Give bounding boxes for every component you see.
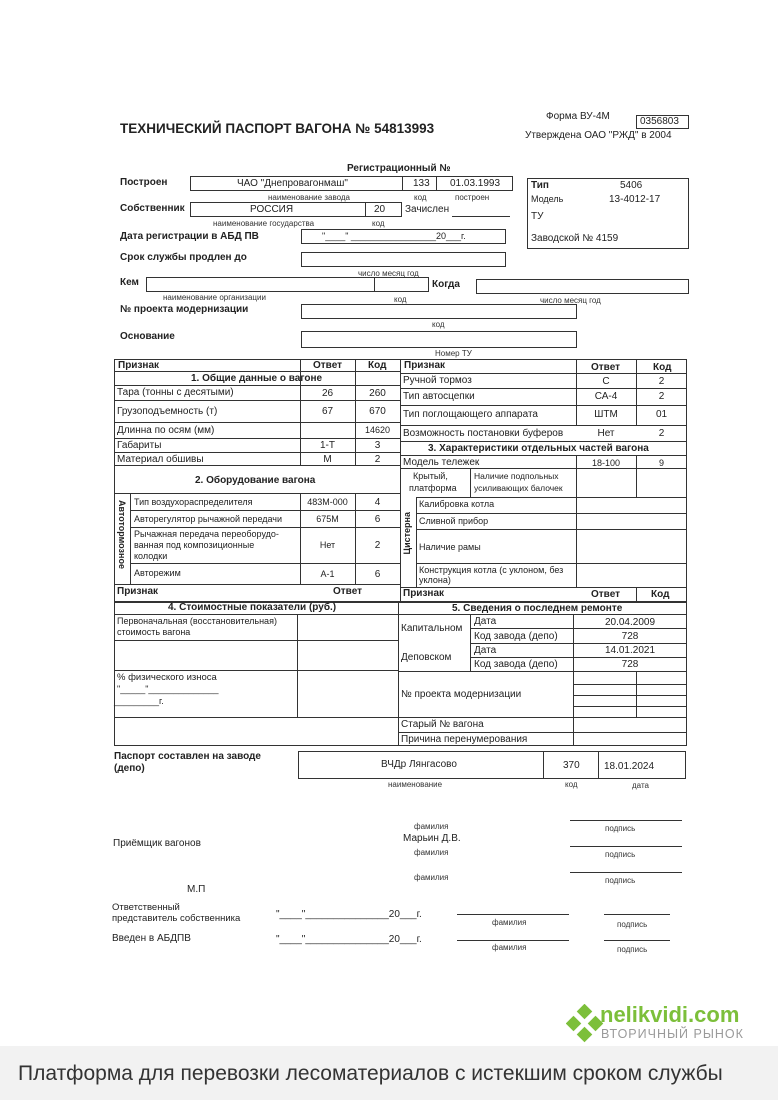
- form-number: 0356803: [640, 116, 679, 127]
- when-label: Когда: [432, 279, 460, 290]
- caption-signature-2: подпись: [605, 850, 636, 859]
- tu-label: ТУ: [531, 211, 544, 222]
- buffers-value: Нет: [597, 428, 615, 439]
- caption-org: наименование организации: [163, 293, 266, 302]
- depot-repair-label: Деповском: [401, 652, 452, 663]
- stamp-label: М.П: [187, 884, 206, 895]
- buffers-label: Возможность постановки буферов: [403, 428, 564, 439]
- receiver-label: Приёмщик вагонов: [113, 838, 201, 849]
- watermark-tagline: ВТОРИЧНЫЙ РЫНОК: [601, 1027, 744, 1041]
- coupler-code: 2: [658, 391, 665, 402]
- repair-h-sign: Признак: [403, 588, 445, 599]
- type-value: 5406: [620, 180, 643, 191]
- caption-date3: дата: [632, 781, 649, 790]
- caption-signature-3: подпись: [605, 876, 636, 885]
- length-label: Длинна по осям (мм): [117, 425, 215, 436]
- boiler-label-1: Конструкция котла (с уклоном, без: [419, 565, 564, 575]
- gauge-code: 3: [374, 440, 381, 451]
- calibration-label: Калибровка котла: [419, 499, 495, 509]
- skin-label: Материал обшивы: [117, 454, 204, 465]
- initial-cost-label-1: Первоначальная (восстановительная): [117, 616, 277, 626]
- section-2-title: 2. Оборудование вагона: [195, 475, 316, 486]
- caption-surname-4: фамилия: [492, 918, 527, 927]
- caption-tu: Номер ТУ: [435, 349, 472, 358]
- by-whom-label: Кем: [120, 277, 139, 288]
- renumber-reason-label: Причина перенумерования: [401, 734, 528, 745]
- initial-cost-label-2: стоимость вагона: [117, 627, 191, 637]
- load-code: 670: [369, 406, 386, 417]
- beams-label-1: Наличие подпольных: [474, 471, 559, 481]
- h-sign-left: Признак: [118, 360, 160, 371]
- lever-code: 2: [374, 540, 381, 551]
- distributor-value: 483М-000: [307, 497, 348, 507]
- caption-built: построен: [455, 193, 490, 202]
- depot-code: 728: [621, 659, 639, 670]
- h-answer-left: Ответ: [313, 360, 343, 371]
- covered-label-2: платформа: [409, 483, 457, 493]
- made-at-label-1: Паспорт составлен на заводе: [114, 751, 261, 762]
- caption-signature-5: подпись: [617, 945, 648, 954]
- caption-name: наименование: [388, 780, 443, 789]
- regulator-code: 6: [374, 514, 381, 525]
- tare-label: Тара (тонны с десятыми): [117, 387, 234, 398]
- section-4-title: 4. Стоимостные показатели (руб.): [168, 602, 337, 613]
- depot-code-label: Код завода (депо): [474, 659, 558, 670]
- caption-surname-2: фамилия: [414, 848, 449, 857]
- section-5-title: 5. Сведения о последнем ремонте: [452, 603, 623, 614]
- factory-code: 133: [413, 178, 430, 189]
- lever-value: Нет: [319, 540, 336, 550]
- capital-date-label: Дата: [474, 616, 497, 627]
- factory-name: ЧАО "Днепровагонмаш": [237, 178, 348, 189]
- absorber-code: 01: [655, 409, 668, 420]
- buffers-code: 2: [658, 428, 665, 439]
- caption-factory: наименование завода: [268, 193, 350, 202]
- absorber-label: Тип поглощающего аппарата: [403, 409, 538, 420]
- caption-state: наименование государства: [213, 219, 315, 228]
- tare-value: 26: [321, 388, 334, 399]
- caption-date1: число месяц год: [358, 269, 419, 278]
- h-sign-right: Признак: [404, 360, 446, 371]
- made-at-code: 370: [563, 760, 580, 771]
- enrolled-label: Зачислен: [405, 204, 450, 215]
- made-at-value: ВЧДр Лянгасово: [381, 759, 457, 770]
- frame-label: Наличие рамы: [419, 542, 481, 552]
- capital-code: 728: [621, 631, 639, 642]
- passport-title: ТЕХНИЧЕСКИЙ ПАСПОРТ ВАГОНА № 54813993: [120, 121, 435, 136]
- made-at-date: 18.01.2024: [604, 761, 655, 772]
- costs-h-answer: Ответ: [333, 586, 363, 597]
- regulator-label: Авторегулятор рычажной передачи: [134, 514, 283, 524]
- repair-h-answer: Ответ: [591, 589, 621, 600]
- owner-rep-label-1: Ответственный: [112, 902, 180, 913]
- approved-note: Утверждена ОАО "РЖД" в 2004: [525, 130, 672, 141]
- caption-code3: код: [394, 295, 407, 304]
- basis-label: Основание: [120, 331, 175, 342]
- capital-date: 20.04.2009: [604, 617, 656, 628]
- abd-date-label: Дата регистрации в АБД ПВ: [120, 231, 259, 242]
- covered-label-1: Крытый,: [413, 471, 448, 481]
- caption-surname-1: фамилия: [414, 822, 449, 831]
- distributor-label: Тип воздухораспределителя: [134, 497, 253, 507]
- section-1-title: 1. Общие данные о вагоне: [191, 373, 323, 384]
- load-label: Грузоподъемность (т): [117, 406, 218, 417]
- hand-brake-label: Ручной тормоз: [403, 375, 472, 386]
- coupler-label: Тип автосцепки: [403, 391, 475, 402]
- caption-code5: код: [565, 780, 578, 789]
- gauge-value: 1-Т: [320, 440, 335, 451]
- owner-label: Собственник: [120, 203, 185, 214]
- h-code-right: Код: [653, 362, 672, 373]
- absorber-value: ШТМ: [594, 409, 618, 420]
- entered-abd-label: Введен в АБДПВ: [112, 933, 191, 944]
- h-answer-right: Ответ: [591, 362, 621, 373]
- caption-date2: число месяц год: [540, 296, 601, 305]
- model-label: Модель: [531, 194, 564, 204]
- old-number-label: Старый № вагона: [401, 719, 484, 730]
- costs-h-sign: Признак: [117, 586, 159, 597]
- repair-h-code: Код: [651, 589, 670, 600]
- section-3-title: 3. Характеристики отдельных частей вагона: [428, 443, 649, 454]
- built-date: 01.03.1993: [450, 178, 501, 189]
- model-value: 13-4012-17: [609, 194, 661, 205]
- wear-label: % физического износа: [117, 672, 217, 683]
- brakes-side-label: Автотормозное: [117, 500, 127, 569]
- boiler-label-2: уклона): [419, 575, 451, 585]
- drain-label: Сливной прибор: [419, 516, 489, 526]
- h-code-left: Код: [368, 360, 387, 371]
- caption-signature-4: подпись: [617, 920, 648, 929]
- tare-code: 260: [369, 388, 386, 399]
- owner-code: 20: [374, 204, 386, 215]
- wear-date: "_____"______________: [117, 684, 219, 694]
- length-code: 14620: [364, 425, 391, 435]
- caption-code2: код: [372, 219, 385, 228]
- owner-value: РОССИЯ: [250, 204, 294, 215]
- abd-date-value: "____" _________________20___г.: [322, 231, 466, 241]
- capital-label: Капитальном: [401, 623, 463, 634]
- regulator-value: 675М: [316, 514, 339, 524]
- automode-label: Авторежим: [134, 568, 181, 578]
- watermark-brand: nelikvidi.com: [600, 1002, 740, 1027]
- distributor-code: 4: [374, 497, 381, 508]
- bogie-value: 18-100: [591, 458, 621, 468]
- caption-code4: код: [432, 320, 445, 329]
- caption-surname-5: фамилия: [492, 943, 527, 952]
- depot-date: 14.01.2021: [604, 645, 656, 656]
- built-label: Построен: [120, 177, 168, 188]
- form-label: Форма ВУ-4М: [546, 111, 610, 122]
- type-label: Тип: [531, 180, 549, 191]
- receiver-name: Марьин Д.В.: [403, 833, 461, 844]
- wear-year: _________г.: [114, 696, 164, 706]
- hand-brake-value: С: [602, 376, 610, 387]
- coupler-value: СА-4: [594, 391, 618, 402]
- lever-label-1: Рычажная передача переоборудо-: [134, 529, 279, 539]
- service-life-label: Срок службы продлен до: [120, 252, 247, 263]
- owner-rep-date: "____"_______________20___г.: [276, 909, 422, 920]
- serial-number: Заводской № 4159: [531, 233, 619, 244]
- bogie-label: Модель тележек: [403, 457, 480, 468]
- automode-code: 6: [374, 569, 381, 580]
- listing-caption: Платформа для перевозки лесоматериалов с истекшим сроком службы: [0, 1046, 778, 1100]
- lever-label-3: колодки: [134, 551, 168, 561]
- owner-rep-label-2: представитель собственника: [112, 913, 241, 924]
- lever-label-2: ванная под композиционные: [134, 540, 255, 550]
- registration-label: Регистрационный №: [347, 163, 451, 174]
- skin-value: М: [323, 454, 332, 465]
- depot-date-label: Дата: [474, 645, 497, 656]
- skin-code: 2: [374, 454, 381, 465]
- made-at-label-2: (депо): [114, 763, 145, 774]
- hand-brake-code: 2: [658, 376, 665, 387]
- load-value: 67: [321, 406, 334, 417]
- caption-surname-3: фамилия: [414, 873, 449, 882]
- bogie-code: 9: [658, 458, 664, 468]
- caption-code: код: [414, 193, 427, 202]
- entered-abd-date: "____"_______________20___г.: [276, 934, 422, 945]
- repair-project-label: № проекта модернизации: [401, 689, 522, 700]
- beams-label-2: усиливающих балочек: [474, 483, 563, 493]
- caption-signature-1: подпись: [605, 824, 636, 833]
- gauge-label: Габариты: [117, 440, 162, 451]
- automode-value: А-1: [320, 569, 335, 579]
- modernization-project-label: № проекта модернизации: [120, 304, 249, 315]
- tank-side-label: Цистерна: [402, 512, 412, 555]
- capital-code-label: Код завода (депо): [474, 631, 558, 642]
